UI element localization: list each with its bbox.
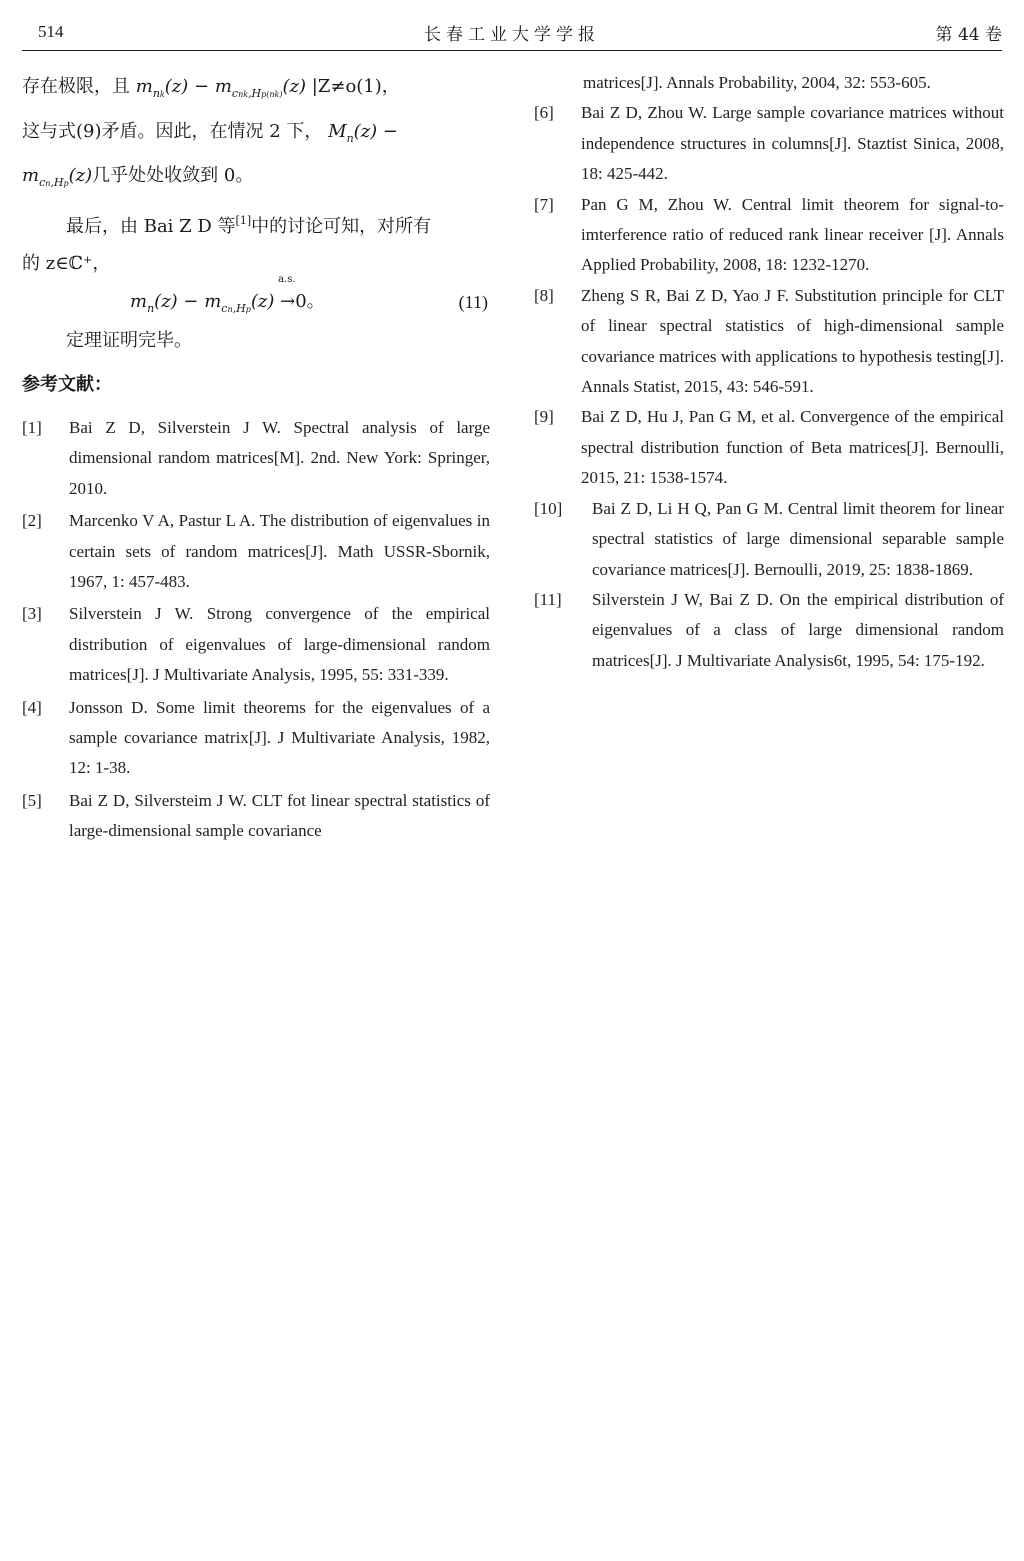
reference-item: [2] Marcenko V A, Pastur L A. The distribution of eigenvalues in certain sets of random matrices[J]. Math USSR-Sbornik, 1967, 1: 457-483. [22,511,490,592]
proof-end-text: 定理证明完毕。 [66,330,192,351]
proof-paragraph-1: 存在极限，且 $m_{nk}(z) - m_{cnk,Hp(nk)}(z)$ |Z≠o(1)， 这与式(9)矛盾。因此，在情况 2 下， $M_n(z)$ − $m_{cn,Hp}(z)$几乎处处收敛到 0。 [22,76,400,189]
volume-label: 第 44 卷 [935,25,1002,45]
proof-paragraph-2-cont: 的 z∈ℂ⁺， [22,253,111,274]
right-column [534,68,1004,676]
reference-item: [11] Silverstein J W, Bai Z D. On the empirical distribution of eigenvalues of a class of large dimensional random matrices[J]. J Multivariate Analysis6t, 1995, 54: 175-192. [534,589,1004,670]
page-number: 514 [38,22,64,41]
reference-item: [4] Jonsson D. Some limit theorems for the eigenvalues of a sample covariance matrix[J]. J Multivariate Analysis, 1982, 12: 1-38. [22,697,490,778]
reference-item: [3] Silverstein J W. Strong convergence of the empirical distribution of eigenvalues of large-dimensional random matrices[J]. J Multivariate Analysis, 1995, 55: 331-339. [22,604,490,685]
reference-item: [9] Bai Z D, Hu J, Pan G M, et al. Convergence of the empirical spectral distribution function of Beta matrices[J]. Bernoulli, 2015, 21: 1538-1574. [534,407,1004,488]
proof-paragraph-2: 最后，由 Bai Z D 等[1]中的讨论可知，对所有 [66,214,432,237]
formula-m-nk: $m_{nk}(z) - m_{cnk,Hp(nk)}(z)$ [135,76,307,100]
reference-item: [5] Bai Z D, Silversteim J W. CLT fot linear spectral statistics of large-dimensional sample covariance [22,790,490,841]
reference-item: [6] Bai Z D, Zhou W. Large sample covariance matrices without independence structures in columns[J]. Staztist Sinica, 2008, 18: 425-442. [534,103,1004,184]
reference-item: [7] Pan G M, Zhou W. Central limit theorem for signal-to-imterference ratio of reduced rank linear receiver [J]. Annals Applied Probability, 2008, 18: 1232-1270. [534,194,1004,275]
reference-continuation: matrices[J]. Annals Probability, 2004, 32: 553-605. [583,73,931,92]
references-heading: 参考文献： [22,374,112,395]
reference-item: [8] Zheng S R, Bai Z D, Yao J F. Substitution principle for CLT of linear spectral statistics of high-dimensional sample covariance matrices with applications to hypothesis testing[J]. Annals Statist, 2015, 43: 546-591. [534,285,1004,397]
journal-title: 长春工业大学学报 [424,25,600,45]
reference-list-right [534,68,1004,676]
condition-text: |Z≠o(1)， [311,76,400,97]
citation-1: [1] [235,214,252,227]
left-column [22,68,490,847]
equation-11 [22,274,490,322]
reference-item: [1] Bai Z D, Silverstein J W. Spectral analysis of large dimensional random matrices[M]. 2nd. New York: Springer, 2010. [22,418,490,498]
reference-item: [10] Bai Z D, Li H Q, Pan G M. Central limit theorem for linear spectral statistics of large dimensional separable sample covariance matrices[J]. Bernoulli, 2019, 25: 1838-1869. [534,498,1004,579]
reference-list-left [22,413,490,847]
page-header [22,14,1002,51]
equation-number: (11) [458,292,488,312]
equation-body: $m_n(z) - m_{cn,Hp}(z)$ a.s. →0。 [130,274,325,315]
